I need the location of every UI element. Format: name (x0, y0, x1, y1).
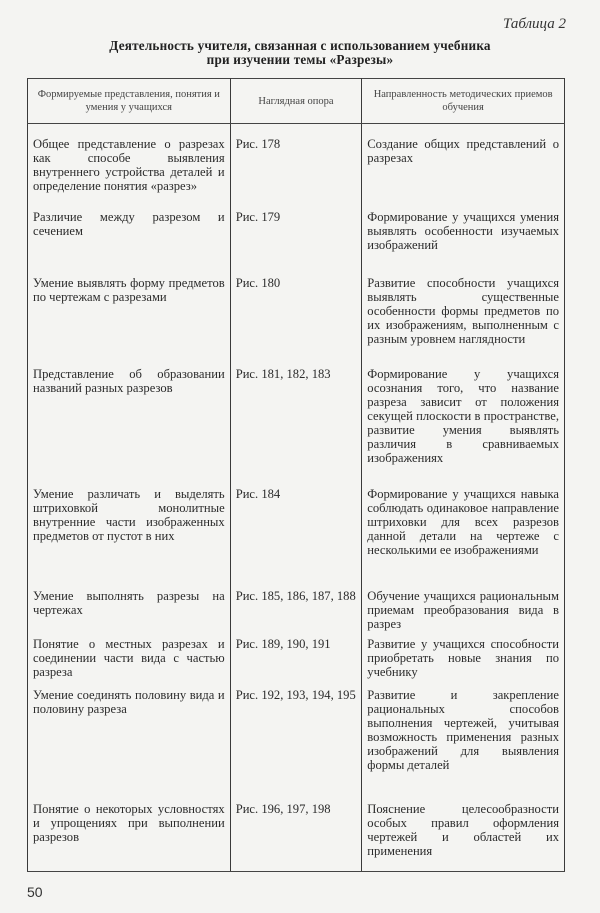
cell-concept: Понятие о некоторых условностях и упрощениях при выполнении разрезов (28, 796, 231, 872)
cell-method: Развитие способности учащихся выявлять существенные особенности формы предметов по их изображениям, выполненным с разным уровнем наглядности (362, 272, 565, 362)
cell-reference: Рис. 185, 186, 187, 188 (230, 584, 362, 634)
table-row (28, 124, 565, 205)
table-row (28, 481, 565, 584)
table-header-row (28, 79, 565, 124)
cell-concept: Понятие о местных разрезах и соединении части вида с частью разреза (28, 634, 231, 684)
cell-method: Пояснение целесообразности особых правил оформления чертежей и областей их применения (362, 796, 565, 872)
title-line-1: Деятельность учителя, связанная с использованием учебника (109, 38, 491, 53)
table-row (28, 272, 565, 362)
table-row (28, 584, 565, 634)
cell-method: Формирование у учащихся осознания того, что название разреза зависит от положения секущей плоскости в пространстве, развитие умения выявлять различия в сравниваемых изображениях (362, 362, 565, 481)
cell-concept: Представление об образовании названий разных разрезов (28, 362, 231, 481)
cell-method: Обучение учащихся рациональным приемам преобразования вида в разрез (362, 584, 565, 634)
cell-method: Формирование у учащихся умения выявлять особенности изучаемых изображений (362, 205, 565, 272)
table-row (28, 634, 565, 684)
cell-reference: Рис. 178 (230, 124, 362, 205)
header-concepts: Формируемые представления, понятия и умения у учащихся (28, 79, 231, 124)
cell-method: Развитие и закрепление рациональных способов выполнения чертежей, учитывая возможность применения разных изображений для выявления формы деталей (362, 684, 565, 796)
cell-concept: Умение выполнять разрезы на чертежах (28, 584, 231, 634)
cell-concept: Умение соединять половину вида и половину разреза (28, 684, 231, 796)
teacher-activity-table (27, 78, 565, 872)
page-number: 50 (27, 884, 43, 900)
cell-reference: Рис. 196, 197, 198 (230, 796, 362, 872)
cell-concept: Умение различать и выделять штриховкой монолитные внутренние части изображенных предметов от пустот в них (28, 481, 231, 584)
table-label: Таблица 2 (503, 16, 566, 32)
cell-concept: Умение выявлять форму предметов по чертежам с разрезами (28, 272, 231, 362)
cell-method: Создание общих представлений о разрезах (362, 124, 565, 205)
header-visual-support: Наглядная опора (230, 79, 362, 124)
table-title (0, 39, 600, 67)
table-row (28, 205, 565, 272)
cell-reference: Рис. 184 (230, 481, 362, 584)
table-row (28, 684, 565, 796)
cell-reference: Рис. 181, 182, 183 (230, 362, 362, 481)
cell-reference: Рис. 180 (230, 272, 362, 362)
cell-reference: Рис. 189, 190, 191 (230, 634, 362, 684)
cell-method: Развитие у учащихся способности приобретать новые знания по учебнику (362, 634, 565, 684)
table-row (28, 362, 565, 481)
cell-reference: Рис. 179 (230, 205, 362, 272)
cell-concept: Различие между разрезом и сечением (28, 205, 231, 272)
cell-method: Формирование у учащихся навыка соблюдать одинаковое направление штриховки для всех разрезов данной детали на чертеже с несколькими ее изображениями (362, 481, 565, 584)
title-line-2: при изучении темы «Разрезы» (206, 52, 394, 67)
table-row (28, 796, 565, 872)
cell-reference: Рис. 192, 193, 194, 195 (230, 684, 362, 796)
header-method-direction: Направленность методических приемов обучения (362, 79, 565, 124)
cell-concept: Общее представление о разрезах как способе выявления внутреннего устройства деталей и определение понятия «разрез» (28, 124, 231, 205)
